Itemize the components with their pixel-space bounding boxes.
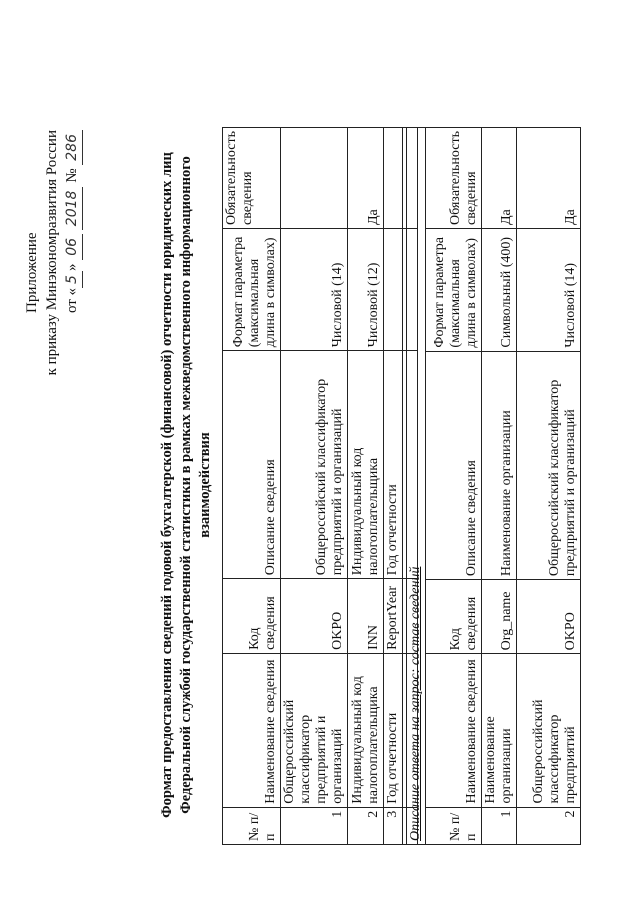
appendix-date-line [62, 130, 83, 375]
cell: Общероссийский классификатор предприятий и организаций [517, 351, 581, 580]
document-heading [158, 125, 215, 845]
table-row [517, 128, 581, 845]
cell: INN [348, 579, 384, 654]
cell: 1 [281, 807, 348, 844]
date-day: 5 [62, 271, 83, 288]
header-cell: Наименование сведения [223, 653, 281, 807]
cell: Общероссийский классификатор предприятий [517, 654, 581, 807]
header-cell: Описание сведения [223, 351, 281, 579]
cell: Числовой (14) [281, 229, 348, 351]
heading-line-3: взаимодействия [197, 432, 213, 538]
header-cell: Формат параметра (максимальная длина в символах) [426, 229, 482, 352]
caption-cell [407, 128, 426, 845]
table-row [482, 128, 517, 845]
date-prefix: от « [64, 287, 80, 314]
table-header-row [426, 128, 482, 845]
cell: Индивидуальный код налогоплательщика [348, 351, 384, 579]
table-row [281, 128, 348, 845]
table-row [384, 128, 403, 845]
cell: Индивидуальный код налогоплательщика [348, 653, 384, 807]
cell: Да [517, 128, 581, 229]
cell: Наименование организации [482, 351, 517, 580]
cell [281, 128, 348, 229]
table-header-row [223, 128, 281, 845]
header-cell: Наименование сведения [426, 654, 482, 807]
response-table [406, 127, 581, 845]
cell: Наименование организации [482, 654, 517, 807]
date-month: 06 [62, 234, 83, 260]
cell [384, 128, 403, 229]
order-number: 286 [62, 130, 83, 165]
header-cell: Обязательность сведения [426, 128, 482, 229]
cell: ReportYear [384, 579, 403, 654]
appendix-title: Приложение [24, 232, 40, 313]
appendix-order-line: к приказу Минэкономразвития России [44, 130, 60, 376]
cell: Год отчетности [384, 351, 403, 579]
header-cell: Формат параметра (максимальная длина в символах) [223, 229, 281, 351]
header-cell: № п/п [426, 807, 482, 844]
date-year: 2018 [62, 187, 83, 231]
caption-row [407, 128, 426, 845]
cell: Общероссийский классификатор предприятий и организаций [281, 653, 348, 807]
heading-line-1: Формат предоставления сведений годовой бухгалтерской (финансовой) отчетности юридических лиц [159, 152, 175, 818]
header-cell: Код сведения [426, 580, 482, 654]
cell: Да [482, 128, 517, 229]
cell: Org_name [482, 580, 517, 654]
table-caption: Описание ответа на запрос: состав сведений [408, 566, 423, 841]
header-cell: Обязательность сведения [223, 128, 281, 229]
table-row [348, 128, 384, 845]
number-prefix: № [64, 168, 80, 183]
cell: 3 [384, 807, 403, 844]
header-cell: № п/п [223, 807, 281, 844]
cell: OKPO [517, 580, 581, 654]
request-table [222, 127, 418, 845]
cell: OKPO [281, 579, 348, 654]
cell: Числовой (12) [348, 229, 384, 351]
appendix-block [22, 130, 83, 375]
date-mid: » [64, 263, 80, 272]
cell: 1 [482, 807, 517, 844]
cell: 2 [348, 807, 384, 844]
heading-line-2: Федеральной службой государственной статистики в рамках межведомственного информационного [178, 156, 194, 814]
header-cell: Код сведения [223, 579, 281, 654]
cell: Символьный (400) [482, 229, 517, 352]
cell: 2 [517, 807, 581, 844]
cell: Числовой (14) [517, 229, 581, 352]
cell: Общероссийский классификатор предприятий и организаций [281, 351, 348, 579]
cell: Да [348, 128, 384, 229]
cell [384, 229, 403, 351]
cell: Год отчетности [384, 653, 403, 807]
header-cell: Описание сведения [426, 351, 482, 580]
